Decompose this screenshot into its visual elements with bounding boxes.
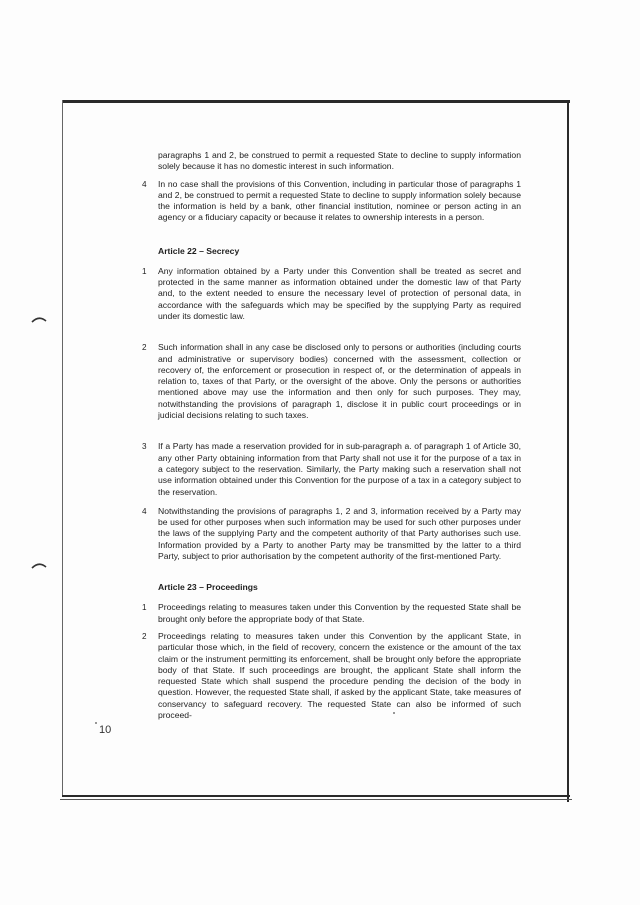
- page-body: [135, 150, 521, 721]
- paragraph-number: 2: [142, 343, 147, 353]
- article-23-paragraph-2: [135, 631, 521, 721]
- paragraph-number: 3: [142, 442, 147, 452]
- frame-bottom-border-outer: [60, 799, 572, 800]
- paragraph-text: Any information obtained by a Party under this Convention shall be treated as secret and protected in the same manner as information obtained under the domestic law of that Party and, to the extent needed to ensure the necessary level of protection of personal data, in accordance with the safeguards which may be specified by the supplying Party as required under its domestic law.: [158, 265, 521, 321]
- article-22-paragraph-1: [135, 266, 521, 322]
- article-23-heading: Article 23 – Proceedings: [158, 582, 258, 593]
- paragraph-text: Proceedings relating to measures taken under this Convention by the requested State shall be brought only before the appropriate body of that State.: [158, 602, 521, 624]
- paragraph-text: Proceedings relating to measures taken under this Convention by the applicant State, in particular those which, in the field of recovery, concern the existence or the amount of the tax claim or the instrument permitting its enforcement, shall be brought only before the appropriate body of that State. If such proceedings are brought, the applicant State shall inform the requested State which shall suspend the procedure pending the decision of the body in question. However, the requested State shall, if asked by the applicant State, take measures of conservancy to safeguard recovery. The requested State can also be informed of such proceed-: [158, 630, 521, 720]
- page-number: 10: [99, 724, 112, 736]
- frame-right-border: [567, 100, 569, 802]
- binding-mark-icon: [31, 562, 47, 570]
- paragraph-number: 1: [142, 603, 147, 613]
- paragraph-text: Such information shall in any case be disclosed only to persons or authorities (including courts and administrative or supervisory bodies) concerned with the assessment, collection or recovery of, the enforcement or prosecution in respect of, or the determination of appeals in relation to, taxes of that Party, or the oversight of the above. Only the persons or authorities mentioned above may use the information and then only for such purposes. They may, notwithstanding the provisions of paragraph 1, disclose it in public court proceedings or in judicial decisions relating to such taxes.: [158, 342, 521, 421]
- article-22-heading: Article 22 – Secrecy: [158, 245, 240, 256]
- article-22-paragraph-4: [135, 506, 521, 562]
- frame-bottom-border: [62, 795, 570, 797]
- scan-speck: [95, 722, 97, 724]
- paragraph-number: 4: [142, 179, 147, 189]
- paragraph-text: In no case shall the provisions of this Convention, including in particular those of paragraphs 1 and 2, be construed to permit a requested State to decline to supply information solely because the information is held by a bank, other financial institution, nominee or person acting in an agency or a fiduciary capacity or because it relates to ownership interests in a person.: [158, 178, 521, 223]
- paragraph-4: [135, 179, 521, 224]
- paragraph-text: paragraphs 1 and 2, be construed to permit a requested State to decline to supply information solely because it has no domestic interest in such information.: [158, 150, 521, 172]
- article-23-paragraph-1: [135, 602, 521, 625]
- paragraph-number: 4: [142, 506, 147, 516]
- paragraph-text: If a Party has made a reservation provided for in sub-paragraph a. of paragraph 1 of Article 30, any other Party obtaining information from that Party shall not use it for the purpose of a tax in a category subject to the reservation. Similarly, the Party making such a reservation shall not use information obtained under this Convention for the purpose of a tax in a category subject to the reservation.: [158, 441, 521, 497]
- paragraph-number: 2: [142, 631, 147, 641]
- binding-mark-icon: [31, 316, 47, 324]
- paragraph-number: 1: [142, 266, 147, 276]
- frame-top-border: [62, 100, 570, 103]
- article-22-paragraph-2: [135, 342, 521, 421]
- paragraph-continuation: [135, 150, 521, 173]
- frame-left-border: [62, 100, 63, 796]
- article-22-paragraph-3: [135, 441, 521, 497]
- paragraph-text: Notwithstanding the provisions of paragraphs 1, 2 and 3, information received by a Party may be used for other purposes when such information may be used for such other purposes under the laws of the supplying Party and the competent authority of that Party authorises such use. Information provided by a Party to another Party may be transmitted by the latter to a third Party, subject to prior authorisation by the competent authority of the first-mentioned Party.: [158, 505, 521, 562]
